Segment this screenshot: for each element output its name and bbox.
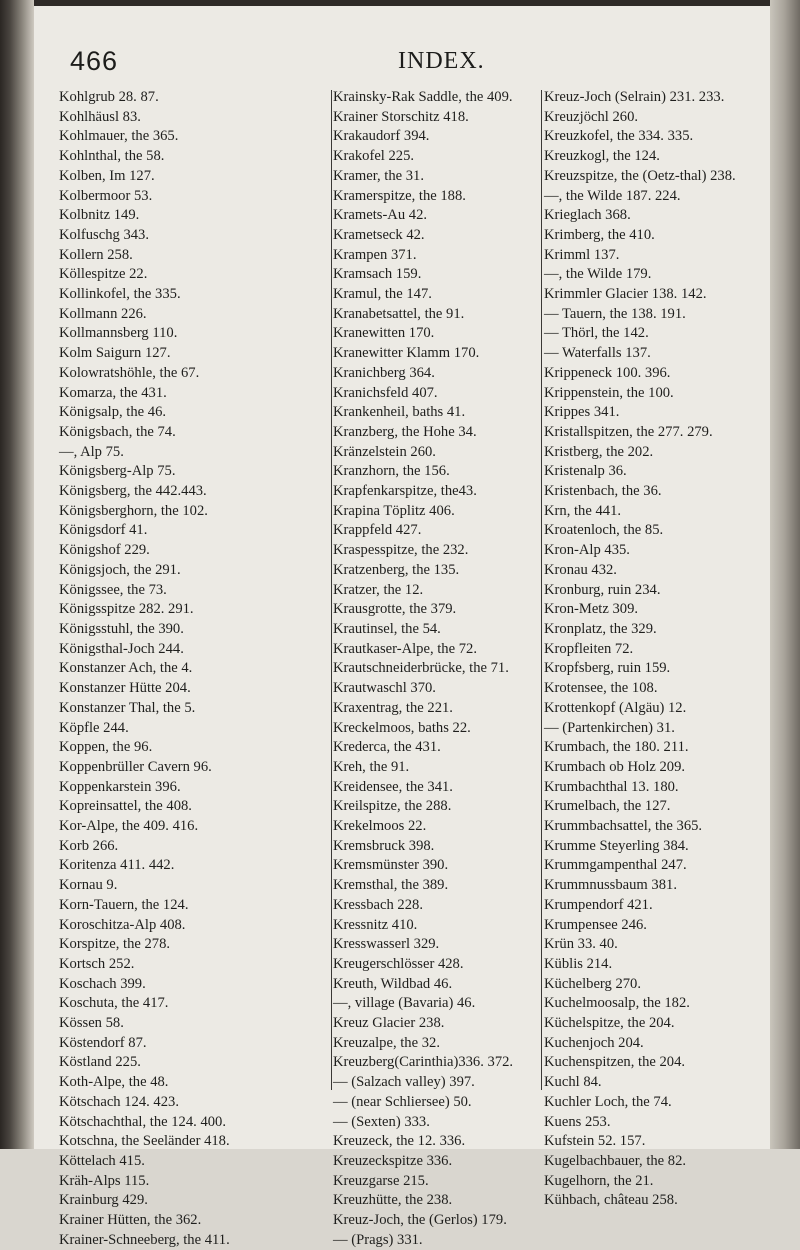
- index-entry: Königsdorf 41.: [59, 522, 148, 539]
- index-entry: Kuchler Loch, the 74.: [544, 1093, 672, 1110]
- index-entry: Krappfeld 427.: [333, 522, 422, 539]
- index-entry: Kohlhäusl 83.: [59, 108, 141, 125]
- index-entry: Kreuzkofel, the 334. 335.: [544, 128, 694, 145]
- index-entry: Korn-Tauern, the 124.: [59, 896, 189, 913]
- index-entry: Kreuz Glacier 238.: [333, 1015, 445, 1032]
- index-entry: Kühbach, château 258.: [544, 1192, 678, 1209]
- index-entry: Krumbach ob Holz 209.: [544, 758, 686, 775]
- index-entry: Krautinsel, the 54.: [333, 620, 441, 637]
- index-entry: Krakofel 225.: [333, 148, 415, 165]
- index-entry: Koschuta, the 417.: [59, 995, 169, 1012]
- index-entry: Krumelbach, the 127.: [544, 798, 671, 815]
- index-entry: Kränzelstein 260.: [333, 443, 436, 460]
- index-entry: Kugelhorn, the 21.: [544, 1172, 654, 1189]
- index-entry: Krottenkopf (Algäu) 12.: [544, 699, 687, 716]
- index-entry: Kohlgrub 28. 87.: [59, 89, 159, 105]
- index-entry: Krautkaser-Alpe, the 72.: [333, 640, 477, 657]
- index-entry: Kreuth, Wildbad 46.: [333, 975, 453, 992]
- index-entry: Krausgrotte, the 379.: [333, 601, 457, 618]
- index-entry: — (Salzach valley) 397.: [333, 1074, 475, 1091]
- index-entry: Kohlnthal, the 58.: [59, 148, 165, 165]
- index-entry: Köstland 225.: [59, 1054, 141, 1071]
- index-entry: Kolbnitz 149.: [59, 207, 140, 224]
- index-entry: Küblis 214.: [544, 955, 613, 972]
- index-entry: Kremsthal, the 389.: [333, 877, 449, 894]
- index-entry: Kranabetsattel, the 91.: [333, 305, 465, 322]
- index-entry: Kolm Saigurn 127.: [59, 345, 171, 362]
- index-entry: Kuchenjoch 204.: [544, 1034, 644, 1051]
- page-number: 466: [70, 46, 119, 76]
- index-entry: Kreidensee, the 341.: [333, 778, 453, 795]
- index-entry: Krapfenkarspitze, the43.: [333, 483, 477, 500]
- index-entry: Korspitze, the 278.: [59, 936, 171, 953]
- index-entry: Kristenalp 36.: [544, 463, 627, 480]
- index-entry: Kollmannsberg 110.: [59, 325, 178, 342]
- index-entry: Kollinkofel, the 335.: [59, 286, 181, 303]
- index-entry: Krankenheil, baths 41.: [333, 404, 466, 421]
- index-entry: Königshof 229.: [59, 542, 150, 559]
- index-entry: Krumbach, the 180. 211.: [544, 739, 689, 756]
- index-entry: Krummnussbaum 381.: [544, 877, 677, 894]
- index-entry: — (Prags) 331.: [333, 1231, 423, 1248]
- index-entry: Kreuzalpe, the 32.: [333, 1034, 440, 1051]
- index-entry: Kropfsberg, ruin 159.: [544, 660, 671, 677]
- index-entry: — Thörl, the 142.: [544, 325, 649, 342]
- index-entry: Kremsmünster 390.: [333, 857, 449, 874]
- index-entry: Koschach 399.: [59, 975, 146, 992]
- index-entry: Koppenkarstein 396.: [59, 778, 181, 795]
- index-column-1: [59, 88, 331, 1250]
- index-entry: Kronplatz, the 329.: [544, 620, 657, 637]
- index-entry: Kreilspitze, the 288.: [333, 798, 452, 815]
- index-entry: Krippeneck 100. 396.: [544, 364, 671, 381]
- index-entry: Kron-Metz 309.: [544, 601, 639, 618]
- index-entry: Königsspitze 282. 291.: [59, 601, 194, 618]
- index-entry: Krumpendorf 421.: [544, 896, 653, 913]
- index-entry: — Waterfalls 137.: [544, 345, 651, 362]
- index-entry: Kronburg, ruin 234.: [544, 581, 661, 598]
- index-entry: Koth-Alpe, the 48.: [59, 1074, 169, 1091]
- index-entry: Krakaudorf 394.: [333, 128, 430, 145]
- index-entry: Krimml 137.: [544, 246, 620, 263]
- index-entry: Krün 33. 40.: [544, 936, 618, 953]
- index-entry: Konstanzer Thal, the 5.: [59, 699, 196, 716]
- index-entry: Kramsach 159.: [333, 266, 422, 283]
- index-entry: Kristenbach, the 36.: [544, 483, 662, 500]
- index-entry: Kopreinsattel, the 408.: [59, 798, 192, 815]
- index-entry: Krumme Steyerling 384.: [544, 837, 689, 854]
- index-entry: Köttelach 415.: [59, 1152, 145, 1169]
- index-entry: Kreuzkogl, the 124.: [544, 148, 660, 165]
- index-entry: Krainer Storschitz 418.: [333, 108, 469, 125]
- index-entry: Kranichsfeld 407.: [333, 384, 438, 401]
- index-entry: Krametseck 42.: [333, 226, 425, 243]
- index-entry: —, the Wilde 179.: [544, 266, 652, 283]
- index-entry: Krederca, the 431.: [333, 739, 441, 756]
- index-entry: Kolowratshöhle, the 67.: [59, 364, 200, 381]
- index-entry: Krn, the 441.: [544, 502, 622, 519]
- index-entry: Kratzenberg, the 135.: [333, 561, 460, 578]
- index-entry: Krippenstein, the 100.: [544, 384, 674, 401]
- index-entry: Krieglach 368.: [544, 207, 631, 224]
- index-entry: Kuens 253.: [544, 1113, 611, 1130]
- index-entry: Kratzer, the 12.: [333, 581, 424, 598]
- index-entry: Kreugerschlösser 428.: [333, 955, 464, 972]
- index-entry: Königsberghorn, the 102.: [59, 502, 208, 519]
- index-entry: Krotensee, the 108.: [544, 680, 658, 697]
- index-entry: Krainburg 429.: [59, 1192, 148, 1209]
- index-entry: Kraxentrag, the 221.: [333, 699, 453, 716]
- index-entry: Kolbermoor 53.: [59, 187, 153, 204]
- index-entry: Kramer, the 31.: [333, 167, 424, 184]
- index-entry: Kristallspitzen, the 277. 279.: [544, 423, 713, 440]
- index-entry: Kössen 58.: [59, 1015, 124, 1032]
- index-column-2: [333, 88, 541, 1250]
- index-entry: Kortsch 252.: [59, 955, 135, 972]
- index-entry: Kranzhorn, the 156.: [333, 463, 450, 480]
- index-entry: Kresswasserl 329.: [333, 936, 440, 953]
- index-entry: Küchelberg 270.: [544, 975, 641, 992]
- index-entry: — (Sexten) 333.: [333, 1113, 430, 1130]
- index-entry: Koritenza 411. 442.: [59, 857, 175, 874]
- index-entry: Krummgampenthal 247.: [544, 857, 687, 874]
- index-entry: Krainer-Schneeberg, the 411.: [59, 1231, 230, 1248]
- index-entry: Kreuz-Joch (Selrain) 231. 233.: [544, 89, 725, 105]
- page-top-edge: [34, 0, 770, 6]
- index-entry: Kroatenloch, the 85.: [544, 522, 664, 539]
- index-entry: Komarza, the 431.: [59, 384, 167, 401]
- index-entry: Köllespitze 22.: [59, 266, 148, 283]
- index-entry: Koppenbrüller Cavern 96.: [59, 758, 212, 775]
- index-entry: Königsjoch, the 291.: [59, 561, 181, 578]
- running-head: INDEX.: [398, 48, 485, 74]
- index-entry: Kranewitter Klamm 170.: [333, 345, 480, 362]
- index-entry: Kreuzspitze, the (Oetz-thal) 238.: [544, 167, 736, 184]
- index-entry: Kron-Alp 435.: [544, 542, 630, 559]
- column-divider-1: [331, 90, 332, 1090]
- index-entry: Koppen, the 96.: [59, 739, 153, 756]
- index-entry: Krampen 371.: [333, 246, 417, 263]
- index-entry: Kreuzhütte, the 238.: [333, 1192, 453, 1209]
- index-entry: Kor-Alpe, the 409. 416.: [59, 818, 199, 835]
- index-entry: Kollmann 226.: [59, 305, 147, 322]
- index-entry: Krainer Hütten, the 362.: [59, 1212, 202, 1229]
- index-entry: —, Alp 75.: [59, 443, 124, 460]
- index-entry: Kreuzjöchl 260.: [544, 108, 639, 125]
- index-entry: Krimmler Glacier 138. 142.: [544, 286, 707, 303]
- index-entry: Kreckelmoos, baths 22.: [333, 719, 471, 736]
- column-divider-2: [541, 90, 542, 1090]
- index-entry: Königssee, the 73.: [59, 581, 167, 598]
- index-entry: Konstanzer Ach, the 4.: [59, 660, 193, 677]
- index-entry: — Tauern, the 138. 191.: [544, 305, 686, 322]
- index-entry: Krumbachthal 13. 180.: [544, 778, 679, 795]
- index-entry: Kranzberg, the Hohe 34.: [333, 423, 477, 440]
- index-entry: Kremsbruck 398.: [333, 837, 435, 854]
- index-entry: Kranichberg 364.: [333, 364, 435, 381]
- index-entry: Krekelmoos 22.: [333, 818, 427, 835]
- index-entry: Krumpensee 246.: [544, 916, 647, 933]
- index-entry: Kronau 432.: [544, 561, 617, 578]
- index-entry: Kranewitten 170.: [333, 325, 435, 342]
- book-binding: [0, 0, 34, 1149]
- index-entry: Krapina Töplitz 406.: [333, 502, 455, 519]
- index-entry: Kuchenspitzen, the 204.: [544, 1054, 686, 1071]
- index-entry: Königsberg, the 442.443.: [59, 483, 207, 500]
- index-entry: Kolben, Im 127.: [59, 167, 155, 184]
- page-right-edge: [770, 0, 800, 1149]
- index-entry: Krainsky-Rak Saddle, the 409.: [333, 89, 513, 105]
- index-entry: Königsberg-Alp 75.: [59, 463, 176, 480]
- index-entry: Krautwaschl 370.: [333, 680, 436, 697]
- index-entry: Königsthal-Joch 244.: [59, 640, 184, 657]
- index-entry: Konstanzer Hütte 204.: [59, 680, 191, 697]
- index-entry: Kreuzberg(Carinthia)336. 372.: [333, 1054, 514, 1071]
- index-entry: — (Partenkirchen) 31.: [544, 719, 675, 736]
- index-entry: Krimberg, the 410.: [544, 226, 655, 243]
- index-entry: Kraspesspitze, the 232.: [333, 542, 469, 559]
- index-entry: Kuchelmoosalp, the 182.: [544, 995, 690, 1012]
- index-entry: Kötschach 124. 423.: [59, 1093, 179, 1110]
- index-entry: Küchelspitze, the 204.: [544, 1015, 675, 1032]
- index-entry: Kolfuschg 343.: [59, 226, 149, 243]
- index-entry: Kramets-Au 42.: [333, 207, 428, 224]
- index-entry: Krippes 341.: [544, 404, 620, 421]
- index-entry: Königsalp, the 46.: [59, 404, 167, 421]
- index-entry: Kristberg, the 202.: [544, 443, 654, 460]
- index-entry: Kressbach 228.: [333, 896, 423, 913]
- index-entry: Koroschitza-Alp 408.: [59, 916, 186, 933]
- index-entry: Köpfle 244.: [59, 719, 129, 736]
- index-entry: Kreuzgarse 215.: [333, 1172, 429, 1189]
- index-entry: Kohlmauer, the 365.: [59, 128, 179, 145]
- index-entry: Kollern 258.: [59, 246, 133, 263]
- index-entry: Kreh, the 91.: [333, 758, 410, 775]
- index-entry: Kuchl 84.: [544, 1074, 602, 1091]
- index-column-3: [544, 88, 766, 1211]
- index-entry: — (near Schliersee) 50.: [333, 1093, 472, 1110]
- index-entry: Kramul, the 147.: [333, 286, 432, 303]
- index-entry: Kropfleiten 72.: [544, 640, 634, 657]
- index-entry: Kotschna, the Seeländer 418.: [59, 1133, 230, 1150]
- index-entry: Krummbachsattel, the 365.: [544, 818, 703, 835]
- index-entry: Kötschachthal, the 124. 400.: [59, 1113, 226, 1130]
- index-entry: Königsstuhl, the 390.: [59, 620, 184, 637]
- index-entry: Korb 266.: [59, 837, 119, 854]
- index-entry: Kornau 9.: [59, 877, 118, 894]
- index-entry: Kreuzeck, the 12. 336.: [333, 1133, 466, 1150]
- index-entry: Kufstein 52. 157.: [544, 1133, 646, 1150]
- index-entry: Kreuzeckspitze 336.: [333, 1152, 453, 1169]
- index-entry: Königsbach, the 74.: [59, 423, 176, 440]
- index-entry: Köstendorf 87.: [59, 1034, 147, 1051]
- index-entry: Kressnitz 410.: [333, 916, 418, 933]
- index-entry: Kramerspitze, the 188.: [333, 187, 466, 204]
- index-entry: —, the Wilde 187. 224.: [544, 187, 681, 204]
- index-entry: —, village (Bavaria) 46.: [333, 995, 476, 1012]
- index-entry: Kreuz-Joch, the (Gerlos) 179.: [333, 1212, 507, 1229]
- index-entry: Krautschneiderbrücke, the 71.: [333, 660, 509, 677]
- index-entry: Kräh-Alps 115.: [59, 1172, 150, 1189]
- index-entry: Kugelbachbauer, the 82.: [544, 1152, 687, 1169]
